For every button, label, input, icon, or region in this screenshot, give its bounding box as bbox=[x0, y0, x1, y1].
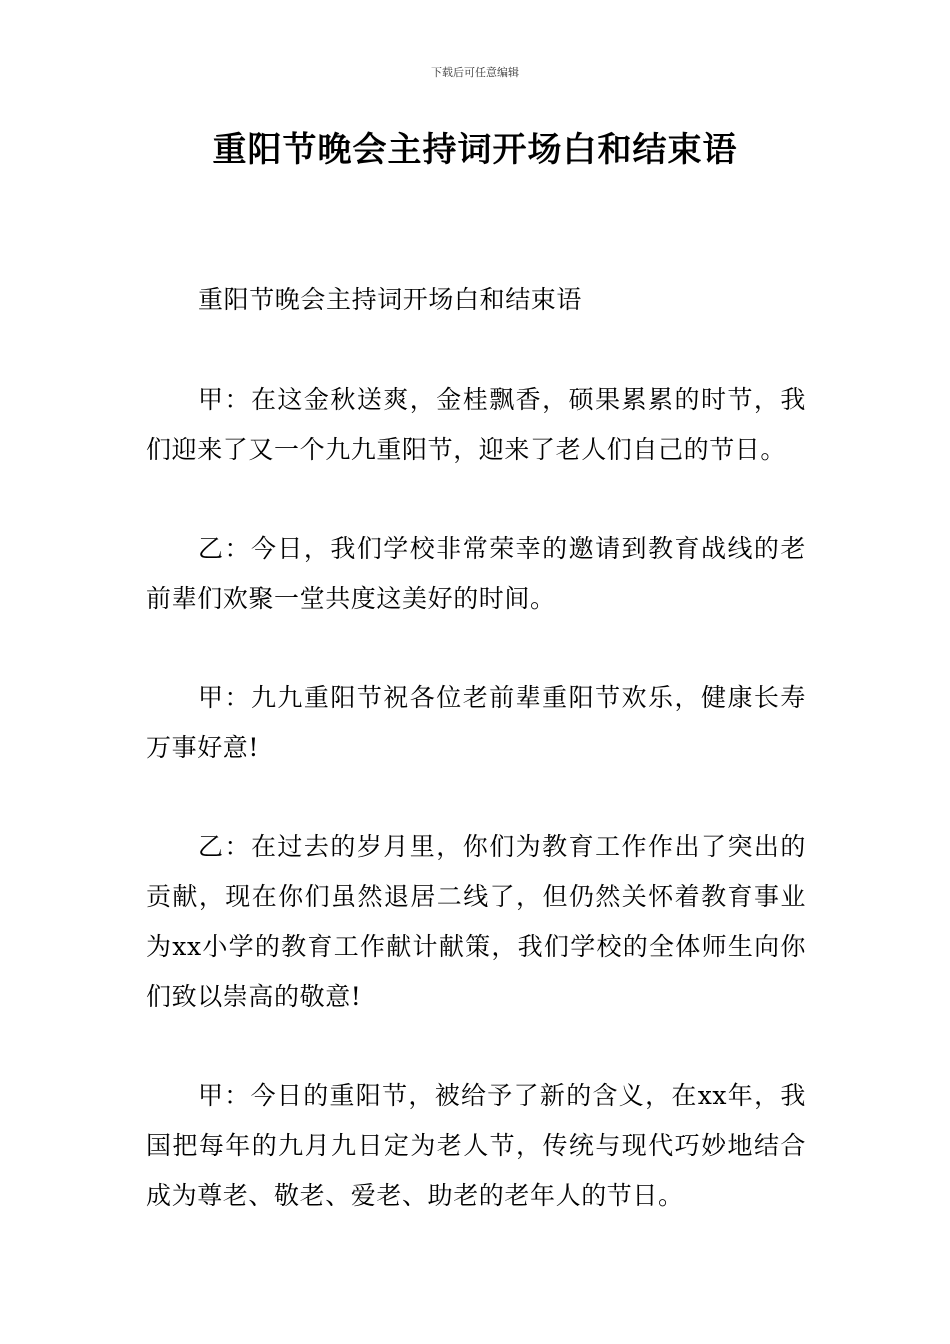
paragraph: 乙：今日，我们学校非常荣幸的邀请到教育战线的老前辈们欢聚一堂共度这美好的时间。 bbox=[146, 534, 806, 613]
document-title: 重阳节晚会主持词开场白和结束语 bbox=[212, 130, 738, 170]
header-note: 下载后可任意编辑 bbox=[431, 66, 519, 79]
paragraph-subtitle: 重阳节晚会主持词开场白和结束语 bbox=[198, 285, 583, 314]
paragraph: 乙：在过去的岁月里，你们为教育工作作出了突出的贡献，现在你们虽然退居二线了，但仍然关怀着教育事业为xx小学的教育工作献计献策，我们学校的全体师生向你们致以崇高的敬意! bbox=[146, 832, 806, 1011]
paragraph: 甲：在这金秋送爽，金桂飘香，硕果累累的时节，我们迎来了又一个九九重阳节，迎来了老人们自己的节日。 bbox=[146, 385, 806, 464]
paragraph: 甲：九九重阳节祝各位老前辈重阳节欢乐，健康长寿万事好意! bbox=[146, 683, 806, 762]
paragraph: 甲：今日的重阳节，被给予了新的含义，在xx年，我国把每年的九月九日定为老人节，传统与现代巧妙地结合成为尊老、敬老、爱老、助老的老年人的节日。 bbox=[146, 1081, 806, 1210]
